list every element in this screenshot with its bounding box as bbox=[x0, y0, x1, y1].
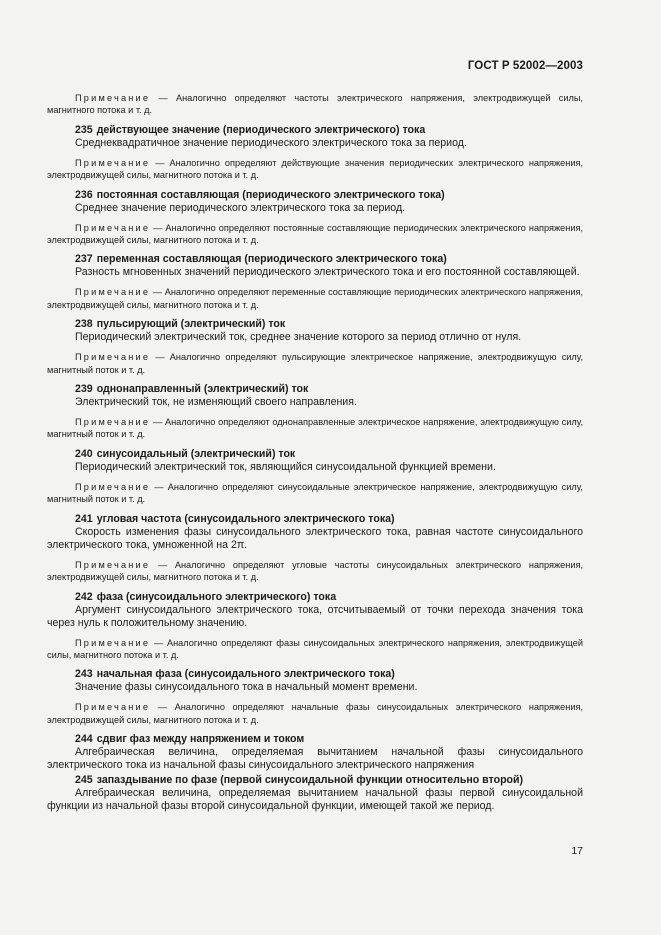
term-heading bbox=[47, 318, 583, 331]
term-number: 242 bbox=[75, 590, 93, 603]
note-label: Примечание bbox=[75, 417, 151, 428]
note-text: Аналогично определяют постоянные составляющие периодических электрического напряжения, электродвижущей силы, магнитного потока и т. д. bbox=[47, 222, 584, 246]
note-dash: — bbox=[150, 559, 175, 570]
term-definition: Среднеквадратичное значение периодического электрического тока за период. bbox=[75, 136, 467, 149]
term-heading bbox=[47, 124, 583, 137]
term-heading bbox=[47, 733, 583, 746]
note-label: Примечание bbox=[75, 157, 151, 168]
term-title: синусоидальный (электрический) ток bbox=[96, 447, 296, 460]
term-definition: Значение фазы синусоидального тока в начальный момент времени. bbox=[75, 681, 418, 694]
note-text: Аналогично определяют начальные фазы синусоидальных электрического напряжения, электродвижущей силы, магнитного потока и т. д. bbox=[47, 702, 584, 725]
term-title: угловая частота (синусоидального электрического тока) bbox=[96, 512, 395, 525]
term-title: начальная фаза (синусоидального электрического тока) bbox=[96, 668, 395, 681]
note-dash: — bbox=[150, 93, 176, 103]
note-label: Примечание bbox=[75, 702, 151, 713]
note-text: Аналогично определяют действующие значения периодических электрического напряжения, электродвижущей силы, магнитного потока и т. д. bbox=[47, 157, 583, 181]
page-number: 17 bbox=[571, 845, 583, 857]
note-label: Примечание bbox=[75, 93, 151, 103]
term-title: пульсирующий (электрический) ток bbox=[96, 318, 286, 331]
term-heading bbox=[47, 253, 583, 266]
note-dash: — bbox=[150, 222, 166, 233]
note-paragraph bbox=[47, 637, 583, 662]
term-title: постоянная составляющая (периодического электрического тока) bbox=[96, 188, 445, 201]
note-paragraph bbox=[47, 559, 583, 584]
page-content bbox=[47, 92, 583, 820]
note-dash: — bbox=[150, 287, 165, 298]
note-paragraph bbox=[47, 416, 583, 441]
note-label: Примечание bbox=[75, 352, 151, 363]
note-dash: — bbox=[150, 352, 170, 363]
term-definition: Среднее значение периодического электрического тока за период. bbox=[75, 201, 406, 214]
note-label: Примечание bbox=[75, 287, 151, 298]
note-paragraph bbox=[47, 701, 583, 726]
term-heading bbox=[47, 189, 583, 202]
note-paragraph bbox=[47, 222, 583, 247]
note-text: Аналогично определяют частоты электрического напряжения, электродвижущей силы, магнитного потока и т. д. bbox=[47, 93, 583, 116]
term-definition: Алгебраическая величина, определяемая вычитанием начальной фазы синусоидального электрического тока из начальной фазы синусоидального электрического напряжения bbox=[47, 746, 583, 772]
term-number: 235 bbox=[75, 123, 93, 136]
term-definition: Аргумент синусоидального электрического тока, отсчитываемый от точки перехода значения тока через нуль к положительному значению. bbox=[47, 603, 583, 629]
note-paragraph bbox=[47, 157, 583, 182]
term-number: 241 bbox=[75, 512, 93, 525]
note-dash: — bbox=[150, 157, 170, 168]
term-heading bbox=[47, 774, 583, 787]
note-dash: — bbox=[150, 702, 175, 713]
term-title: переменная составляющая (периодического электрического тока) bbox=[96, 253, 447, 266]
term-number: 237 bbox=[75, 253, 93, 266]
term-heading bbox=[47, 513, 583, 526]
note-text: Аналогично определяют однонаправленные электрическое напряжение, электродвижущую силу, магнитный поток и т. д. bbox=[47, 417, 583, 440]
note-label: Примечание bbox=[75, 559, 151, 570]
note-text: Аналогично определяют переменные составляющие периодических электрического напряжения, электродвижущей силы, магнитного потока и т. д. bbox=[47, 287, 583, 310]
note-text: Аналогично определяют пульсирующие электрическое напряжение, электродвижущую силу, магнитный поток и т. д. bbox=[47, 352, 584, 375]
term-number: 238 bbox=[75, 318, 93, 331]
term-title: запаздывание по фазе (первой синусоидальной функции относительно второй) bbox=[96, 774, 524, 787]
standard-header: ГОСТ Р 52002—2003 bbox=[467, 60, 583, 72]
note-paragraph bbox=[47, 286, 583, 311]
note-label: Примечание bbox=[75, 481, 151, 492]
note-dash: — bbox=[150, 417, 165, 428]
term-heading bbox=[47, 591, 583, 604]
term-number: 240 bbox=[75, 447, 93, 460]
note-text: Аналогично определяют синусоидальные электрическое напряжение, электродвижущую силу, магнитный поток и т. д. bbox=[47, 481, 583, 505]
note-paragraph bbox=[47, 481, 583, 506]
note-text: Аналогично определяют фазы синусоидальных электрического напряжения, электродвижущей силы, магнитного потока и т. д. bbox=[47, 637, 583, 660]
term-definition: Электрический ток, не изменяющий своего направления. bbox=[75, 396, 357, 409]
note-label: Примечание bbox=[75, 637, 151, 648]
term-number: 239 bbox=[75, 383, 93, 396]
note-paragraph bbox=[47, 351, 583, 376]
term-definition: Периодический электрический ток, являющийся синусоидальной функцией времени. bbox=[75, 460, 496, 473]
note-dash: — bbox=[150, 637, 167, 648]
term-definition: Периодический электрический ток, среднее значение которого за период отлично от нуля. bbox=[75, 331, 522, 344]
term-title: действующее значение (периодического электрического) тока bbox=[96, 123, 426, 136]
term-heading bbox=[47, 668, 583, 681]
term-definition: Алгебраическая величина, определяемая вычитанием начальной фазы первой синусоидальной функции из начальной фазы второй синусоидальной функции, имеющей такой же период. bbox=[47, 787, 583, 813]
term-number: 245 bbox=[75, 774, 93, 787]
note-text: Аналогично определяют угловые частоты синусоидальных электрического напряжения, электродвижущей силы, магнитного потока и т. д. bbox=[47, 559, 583, 583]
term-title: фаза (синусоидального электрического) тока bbox=[96, 590, 337, 603]
term-definition: Разность мгновенных значений периодического электрического тока и его постоянной составляющей. bbox=[75, 266, 580, 279]
term-heading bbox=[47, 448, 583, 461]
term-number: 243 bbox=[75, 668, 93, 681]
term-title: однонаправленный (электрический) ток bbox=[96, 383, 309, 396]
note-dash: — bbox=[150, 481, 168, 492]
note-paragraph bbox=[47, 92, 583, 117]
term-definition: Скорость изменения фазы синусоидального электрического тока, равная частоте синусоидального электрического тока, умноженной на 2π. bbox=[47, 525, 583, 551]
term-number: 244 bbox=[75, 733, 93, 746]
term-title: сдвиг фаз между напряжением и током bbox=[96, 733, 305, 746]
note-label: Примечание bbox=[75, 222, 151, 233]
term-number: 236 bbox=[75, 188, 93, 201]
term-heading bbox=[47, 383, 583, 396]
